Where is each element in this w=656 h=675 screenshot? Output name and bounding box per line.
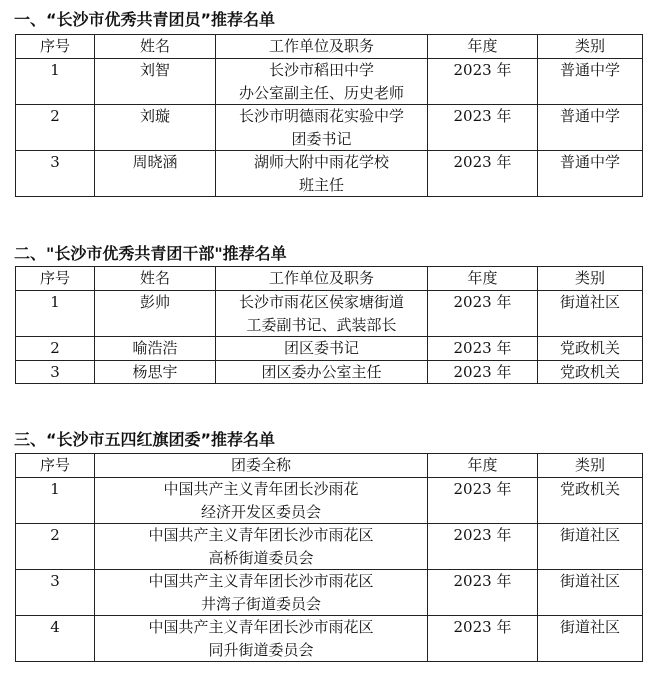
cell-category: 党政机关 [538, 360, 643, 384]
cell-no: 1 [16, 59, 95, 105]
header-no: 序号 [16, 454, 95, 478]
cell-no: 4 [16, 616, 95, 662]
table-row [16, 360, 643, 384]
cell-no: 3 [16, 151, 95, 197]
header-name: 姓名 [95, 35, 216, 59]
table-row [16, 105, 643, 151]
cell-unit: 长沙市稻田中学 办公室副主任、历史老师 [216, 59, 428, 105]
section-2-table [15, 266, 643, 384]
section-3-title: 三、“长沙市五四红旗团委”推荐名单 [14, 430, 276, 449]
table-row [16, 478, 643, 524]
cell-unit: 团区委办公室主任 [216, 360, 428, 384]
section-1-title: 一、“长沙市优秀共青团员”推荐名单 [14, 10, 276, 29]
cell-year: 2023 年 [428, 478, 538, 524]
cell-name: 周晓涵 [95, 151, 216, 197]
cell-year: 2023 年 [428, 616, 538, 662]
cell-year: 2023 年 [428, 151, 538, 197]
header-year: 年度 [428, 454, 538, 478]
cell-no: 2 [16, 524, 95, 570]
cell-category: 街道社区 [538, 616, 643, 662]
header-unit: 工作单位及职务 [216, 35, 428, 59]
cell-name: 刘智 [95, 59, 216, 105]
section-1-table [15, 34, 643, 197]
table-row [16, 524, 643, 570]
cell-year: 2023 年 [428, 291, 538, 337]
section-2-title: 二、"长沙市优秀共青团干部"推荐名单 [14, 244, 287, 263]
cell-year: 2023 年 [428, 337, 538, 361]
cell-org-name: 中国共产主义青年团长沙雨花 经济开发区委员会 [95, 478, 428, 524]
cell-unit: 长沙市雨花区侯家塘街道 工委副书记、武装部长 [216, 291, 428, 337]
cell-no: 3 [16, 360, 95, 384]
cell-name: 杨思宇 [95, 360, 216, 384]
cell-category: 街道社区 [538, 570, 643, 616]
cell-org-name: 中国共产主义青年团长沙市雨花区 井湾子街道委员会 [95, 570, 428, 616]
cell-unit: 长沙市明德雨花实验中学 团委书记 [216, 105, 428, 151]
table-row [16, 59, 643, 105]
table-header-row [16, 35, 643, 59]
header-org-name: 团委全称 [95, 454, 428, 478]
cell-org-name: 中国共产主义青年团长沙市雨花区 同升街道委员会 [95, 616, 428, 662]
cell-category: 党政机关 [538, 478, 643, 524]
cell-no: 2 [16, 105, 95, 151]
header-year: 年度 [428, 35, 538, 59]
cell-category: 普通中学 [538, 151, 643, 197]
cell-no: 1 [16, 291, 95, 337]
cell-org-name: 中国共产主义青年团长沙市雨花区 高桥街道委员会 [95, 524, 428, 570]
cell-year: 2023 年 [428, 59, 538, 105]
cell-year: 2023 年 [428, 524, 538, 570]
header-year: 年度 [428, 267, 538, 291]
cell-category: 街道社区 [538, 291, 643, 337]
table-row [16, 616, 643, 662]
table-row [16, 337, 643, 361]
cell-category: 普通中学 [538, 59, 643, 105]
cell-no: 3 [16, 570, 95, 616]
header-category: 类别 [538, 267, 643, 291]
cell-name: 刘璇 [95, 105, 216, 151]
cell-unit: 湖师大附中雨花学校 班主任 [216, 151, 428, 197]
cell-name: 彭帅 [95, 291, 216, 337]
table-header-row [16, 267, 643, 291]
cell-unit: 团区委书记 [216, 337, 428, 361]
header-no: 序号 [16, 35, 95, 59]
cell-year: 2023 年 [428, 360, 538, 384]
cell-no: 2 [16, 337, 95, 361]
table-row [16, 151, 643, 197]
header-category: 类别 [538, 35, 643, 59]
header-no: 序号 [16, 267, 95, 291]
header-category: 类别 [538, 454, 643, 478]
header-name: 姓名 [95, 267, 216, 291]
cell-name: 喻浩浩 [95, 337, 216, 361]
section-3-table [15, 453, 643, 662]
cell-year: 2023 年 [428, 105, 538, 151]
cell-year: 2023 年 [428, 570, 538, 616]
cell-category: 街道社区 [538, 524, 643, 570]
cell-no: 1 [16, 478, 95, 524]
cell-category: 普通中学 [538, 105, 643, 151]
table-row [16, 570, 643, 616]
table-header-row [16, 454, 643, 478]
cell-category: 党政机关 [538, 337, 643, 361]
header-unit: 工作单位及职务 [216, 267, 428, 291]
table-row [16, 291, 643, 337]
